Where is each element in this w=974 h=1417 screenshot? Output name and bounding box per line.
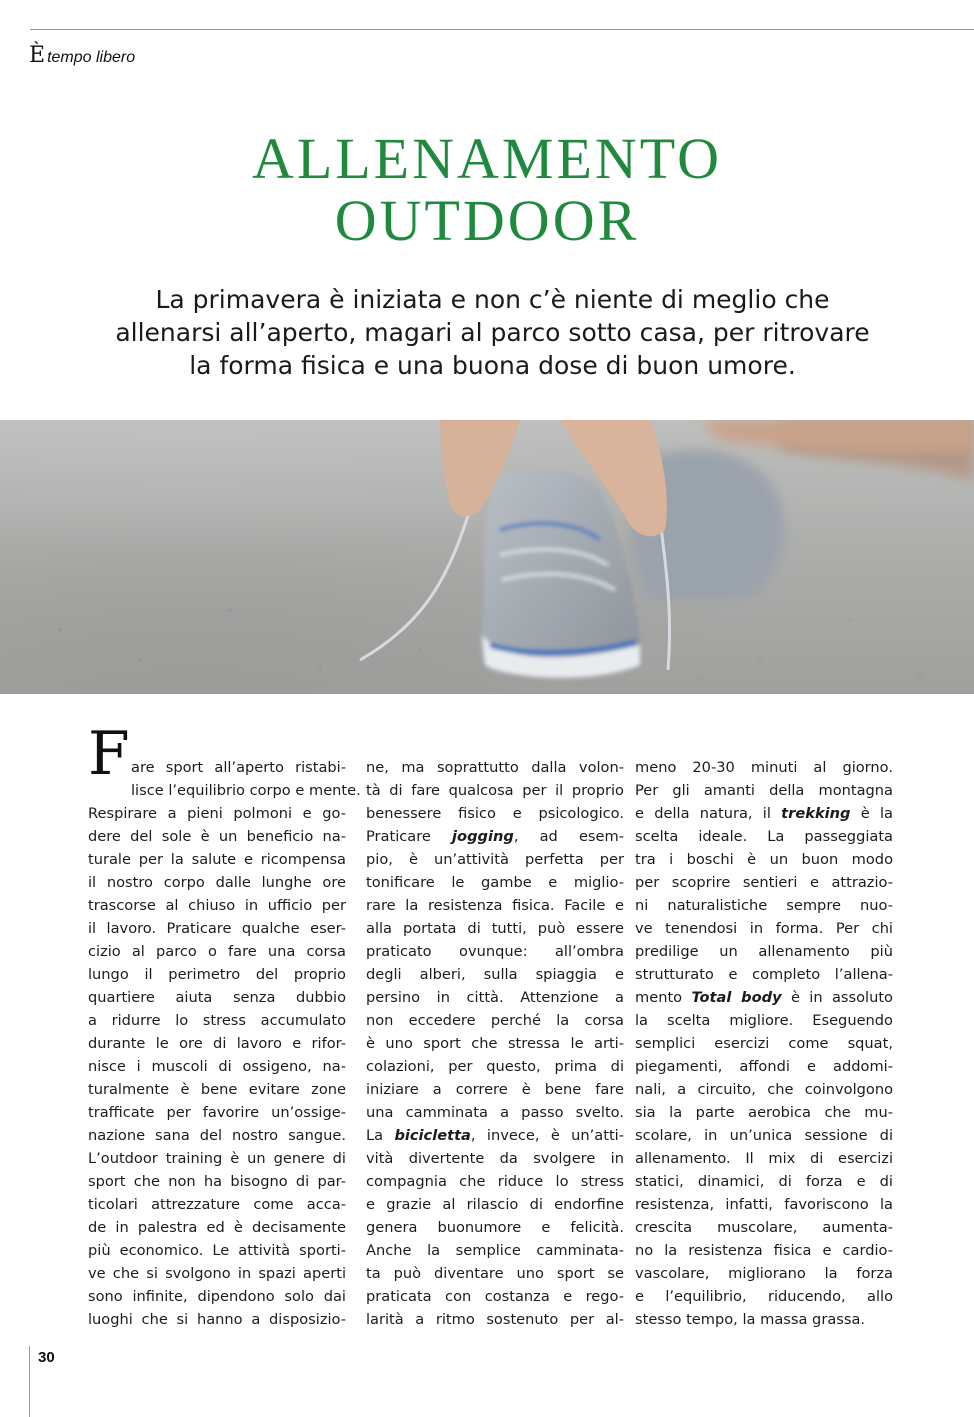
text-line: Anche la semplice camminata- xyxy=(366,1242,624,1259)
text-line: tonificare le gambe e miglio- xyxy=(366,874,624,891)
text-run: è in assoluto xyxy=(781,989,893,1006)
text-line: rare la resistenza fisica. Facile e xyxy=(366,897,624,914)
text-line: è uno sport che stressa le arti- xyxy=(366,1035,624,1052)
text-run: La xyxy=(366,1127,395,1144)
text-line: crescita muscolare, aumenta- xyxy=(635,1219,893,1236)
text-line xyxy=(366,1124,624,1147)
article-column-2 xyxy=(366,756,624,1331)
text-line: colazioni, per questo, prima di xyxy=(366,1058,624,1075)
text-run: mento xyxy=(635,989,692,1006)
text-run: , invece, è un’atti- xyxy=(470,1127,624,1144)
text-line: semplici esercizi come squat, xyxy=(635,1035,893,1052)
text-line: resistenza, infatti, favoriscono la xyxy=(635,1196,893,1213)
text-line: trascorse al chiuso in ufficio per xyxy=(88,897,346,914)
text-run: e della natura, il xyxy=(635,805,782,822)
text-line: meno 20-30 minuti al giorno. xyxy=(635,759,893,776)
runner-shoe-illustration xyxy=(0,420,974,694)
text-line: compagnia che riduce lo stress xyxy=(366,1173,624,1190)
text-line: lungo il perimetro del proprio xyxy=(88,966,346,983)
text-line: la scelta migliore. Eseguendo xyxy=(635,1012,893,1029)
text-line: strutturato e completo l’allena- xyxy=(635,966,893,983)
text-line: larità a ritmo sostenuto per al- xyxy=(366,1311,624,1328)
text-line: il nostro corpo dalle lunghe ore xyxy=(88,874,346,891)
text-line: piegamenti, affondi e addomi- xyxy=(635,1058,893,1075)
text-line: a ridurre lo stress accumulato xyxy=(88,1012,346,1029)
text-line: quartiere aiuta senza dubbio xyxy=(88,989,346,1006)
text-line: il lavoro. Praticare qualche eser- xyxy=(88,920,346,937)
lead-line-1: La primavera è iniziata e non c’è niente di meglio che xyxy=(155,285,830,314)
text-line: sia la parte aerobica che mu- xyxy=(635,1104,893,1121)
text-line: turalmente è bene evitare zone xyxy=(88,1081,346,1098)
text-run: , ad esem- xyxy=(513,828,624,845)
text-line: allenamento. Il mix di esercizi xyxy=(635,1150,893,1167)
text-line: nali, a circuito, che coinvolgono xyxy=(635,1081,893,1098)
text-line: nazione sana del nostro sangue. xyxy=(88,1127,346,1144)
lead-line-3: la forma fisica e una buona dose di buon umore. xyxy=(189,351,796,380)
text-line: are sport all’aperto ristabi- xyxy=(131,759,346,776)
text-line: de in palestra ed è decisamente xyxy=(88,1219,346,1236)
text-line: ticolari attrezzature come acca- xyxy=(88,1196,346,1213)
text-line: Respirare a pieni polmoni e go- xyxy=(88,805,346,822)
text-line: una camminata a passo svelto. xyxy=(366,1104,624,1121)
keyword-bicicletta: bicicletta xyxy=(394,1127,471,1144)
text-line: ne, ma soprattutto dalla volon- xyxy=(366,759,624,776)
title-line-1: ALLENAMENTO xyxy=(251,126,723,191)
text-line: genera buonumore e felicità. xyxy=(366,1219,624,1236)
text-line: lisce l’equilibrio corpo e mente. xyxy=(131,782,361,799)
text-line: scolare, in un’unica sessione di xyxy=(635,1127,893,1144)
text-run: è la xyxy=(850,805,893,822)
text-line: degli alberi, sulla spiaggia e xyxy=(366,966,624,983)
section-name: tempo libero xyxy=(47,49,136,66)
text-line xyxy=(635,802,893,825)
text-line: non eccedere perché la corsa xyxy=(366,1012,624,1029)
text-line xyxy=(366,825,624,848)
text-line: e grazie al rilascio di endorfine xyxy=(366,1196,624,1213)
text-line: alla portata di tutti, può essere xyxy=(366,920,624,937)
title-line-2: OUTDOOR xyxy=(334,188,640,253)
text-line: luoghi che si hanno a disposizio- xyxy=(88,1311,346,1328)
text-line: vità divertente da svolgere in xyxy=(366,1150,624,1167)
article-column-1 xyxy=(88,756,361,1331)
text-line: trafficate per favorire un’ossige- xyxy=(88,1104,346,1121)
text-line xyxy=(635,986,893,1009)
keyword-trekking: trekking xyxy=(781,805,851,822)
text-line: nisce i muscoli di ossigeno, na- xyxy=(88,1058,346,1075)
text-line: persino in città. Attenzione a xyxy=(366,989,624,1006)
footer-rule xyxy=(29,1346,30,1417)
text-line: L’outdoor training è un genere di xyxy=(88,1150,346,1167)
text-line: più economico. Le attività sporti- xyxy=(88,1242,346,1259)
text-line: Per gli amanti della montagna xyxy=(635,782,893,799)
article-title xyxy=(0,128,974,252)
text-line: tra i boschi è un buon modo xyxy=(635,851,893,868)
text-line: no la resistenza fisica e cardio- xyxy=(635,1242,893,1259)
text-line: iniziare a correre è bene fare xyxy=(366,1081,624,1098)
text-line: sono infinite, dipendono solo dai xyxy=(88,1288,346,1305)
text-line: scelta ideale. La passeggiata xyxy=(635,828,893,845)
keyword-jogging: jogging xyxy=(452,828,514,845)
text-line: turale per la salute e ricompensa xyxy=(88,851,346,868)
text-line: predilige un allenamento più xyxy=(635,943,893,960)
text-line: vascolare, migliorano la forza xyxy=(635,1265,893,1282)
page-number: 30 xyxy=(38,1349,55,1366)
text-line: sport che non ha bisogno di par- xyxy=(88,1173,346,1190)
text-line: pio, è un’attività perfetta per xyxy=(366,851,624,868)
text-line: cizio al parco o fare una corsa xyxy=(88,943,346,960)
text-line: ve tenendosi in forma. Per chi xyxy=(635,920,893,937)
text-line: ni naturalistiche sempre nuo- xyxy=(635,897,893,914)
text-line: statici, dinamici, di forza e di xyxy=(635,1173,893,1190)
drop-cap: F xyxy=(88,719,130,789)
text-run: Praticare xyxy=(366,828,453,845)
section-letter: È xyxy=(29,43,46,68)
text-line: dere del sole è un beneficio na- xyxy=(88,828,346,845)
hero-photo xyxy=(0,420,974,694)
section-label xyxy=(29,43,135,68)
header-rule xyxy=(30,29,974,30)
text-line: tà di fare qualcosa per il proprio xyxy=(366,782,624,799)
text-line: durante le ore di lavoro e rifor- xyxy=(88,1035,346,1052)
text-line: e l’equilibrio, riducendo, allo xyxy=(635,1288,893,1305)
text-line: per scoprire sentieri e attrazio- xyxy=(635,874,893,891)
lead-line-2: allenarsi all’aperto, magari al parco sotto casa, per ritrovare xyxy=(115,318,870,347)
text-line: stesso tempo, la massa grassa. xyxy=(635,1311,866,1328)
keyword-total-body: Total body xyxy=(691,989,782,1006)
text-line: praticata con costanza e rego- xyxy=(366,1288,624,1305)
article-column-3 xyxy=(635,756,893,1331)
text-line: benessere fisico e psicologico. xyxy=(366,805,624,822)
text-line: ve che si svolgono in spazi aperti xyxy=(88,1265,346,1282)
text-line: ta può diventare uno sport se xyxy=(366,1265,624,1282)
text-line: praticato ovunque: all’ombra xyxy=(366,943,624,960)
article-lead xyxy=(60,283,925,382)
